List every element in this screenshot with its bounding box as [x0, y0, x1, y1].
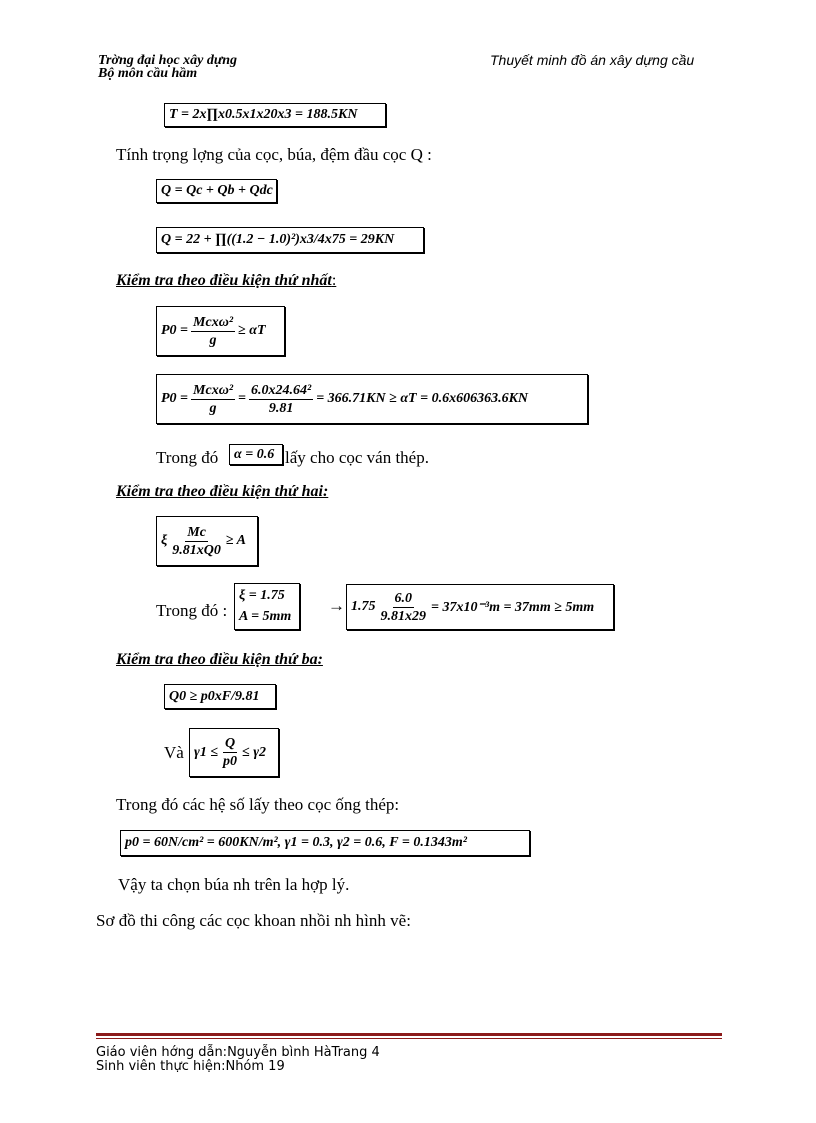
- eq2-den1: g: [209, 400, 217, 416]
- heading-condition-1: [116, 272, 336, 290]
- eq3-den: 9.81xQ0: [172, 542, 221, 558]
- equation-Q-def: [156, 179, 277, 203]
- eq4-num: 6.0: [394, 590, 412, 606]
- text-choose-hammer: Vậy ta chọn búa nh trên la hợp lý.: [118, 875, 350, 894]
- eq1-rhs: ≥ αT: [238, 323, 266, 338]
- header-left-line2: Bộ môn cầu hầm: [98, 66, 198, 81]
- equation-T: T = 2x∏x0.5x1x20x3 = 188.5KN: [164, 103, 386, 127]
- eq2-equals: =: [238, 391, 246, 406]
- eq1-den: g: [209, 332, 217, 348]
- equation-Q-value: Q = 22 + ∏((1.2 − 1.0)²)x3/4x75 = 29KN: [156, 227, 424, 253]
- eq3-xi: ξ: [161, 533, 168, 548]
- eq6-pre: γ1 ≤: [194, 744, 219, 760]
- text-weight: Tính trọng lợng của cọc, búa, đệm đầu cọc Q :: [116, 145, 432, 164]
- eq2-fraction-1: [191, 382, 235, 417]
- eq2-fraction-2: [249, 382, 313, 417]
- eq2-num2: 6.0x24.64²: [251, 382, 312, 398]
- footer-student: Sinh viên thực hiện:Nhóm 19: [96, 1059, 285, 1074]
- header-left-line1: Trờng đại học xây dựng: [98, 53, 238, 68]
- footer-teacher: Giáo viên hớng dẫn:Nguyễn bình HàTrang 4: [96, 1045, 380, 1060]
- eq3-num: Mc: [187, 524, 206, 540]
- xi-A-box: [234, 583, 300, 630]
- eq6-den: p0: [223, 754, 238, 769]
- eq2-rhs: = 366.71KN ≥ αT = 0.6x606363.6KN: [316, 391, 529, 406]
- arrow-icon: →: [328, 596, 345, 615]
- equation-coefficients: p0 = 60N/cm² = 600KN/m², γ1 = 0.3, γ2 = 0.6, F = 0.1343m²: [120, 830, 530, 856]
- equation-p0-value: [156, 374, 588, 424]
- equation-condition-2-value: [346, 584, 614, 630]
- heading-condition-3: Kiểm tra theo điều kiện thứ ba:: [116, 651, 323, 668]
- equation-p0-condition: [156, 306, 285, 356]
- heading-condition-2: Kiểm tra theo điều kiện thứ hai:: [116, 483, 329, 500]
- equation-gamma: [189, 728, 279, 777]
- heading-condition-1-text: Kiểm tra theo điều kiện thứ nhất: [116, 272, 332, 289]
- eq1-num: Mcxω²: [193, 314, 234, 330]
- eq6-num: Q: [224, 736, 236, 751]
- eq2-den2: 9.81: [268, 400, 294, 416]
- equation-condition-2: [156, 516, 258, 566]
- text-trong-do-2: Trong đó :: [156, 601, 228, 620]
- eq4-rhs: = 37x10⁻³m = 37mm ≥ 5mm: [431, 599, 595, 615]
- eq6-fraction: [221, 735, 239, 770]
- eq3-rhs: ≥ A: [225, 533, 246, 548]
- header-school: [98, 54, 237, 80]
- text-coefficients: Trong đó các hệ số lấy theo cọc ống thép:: [116, 795, 400, 814]
- footer-rule-thin: [96, 1038, 722, 1039]
- A-value: A = 5mm: [239, 608, 292, 624]
- text-alpha-note: lấy cho cọc ván thép.: [285, 448, 429, 467]
- text-construction-diagram: Sơ đồ thi công các cọc khoan nhồi nh hình vẽ:: [96, 911, 411, 930]
- eq1-fraction: [191, 314, 235, 349]
- equation-condition-3: Q0 ≥ p0xF/9.81: [164, 684, 276, 709]
- eq3-fraction: [170, 524, 223, 559]
- header-title: Thuyết minh đồ án xây dựng cầu: [490, 52, 695, 68]
- text-va: Và: [164, 743, 184, 762]
- equation-Q-def-text: Q = Qc + Qb + Qdc: [161, 183, 273, 198]
- footer: [96, 1046, 380, 1074]
- eq1-p0: P0 =: [161, 323, 189, 338]
- eq4-fraction: [379, 590, 429, 625]
- eq4-pre: 1.75: [351, 599, 376, 614]
- footer-rule-thick: [96, 1033, 722, 1036]
- eq6-post: ≤ γ2: [242, 744, 267, 760]
- text-trong-do-1: Trong đó: [156, 448, 219, 467]
- eq2-num1: Mcxω²: [193, 382, 234, 398]
- xi-value: ξ = 1.75: [239, 588, 285, 604]
- heading-condition-1-colon: :: [331, 272, 337, 289]
- alpha-box: α = 0.6: [229, 444, 283, 465]
- eq4-den: 9.81x29: [380, 608, 426, 624]
- eq2-p0: P0 =: [161, 391, 189, 406]
